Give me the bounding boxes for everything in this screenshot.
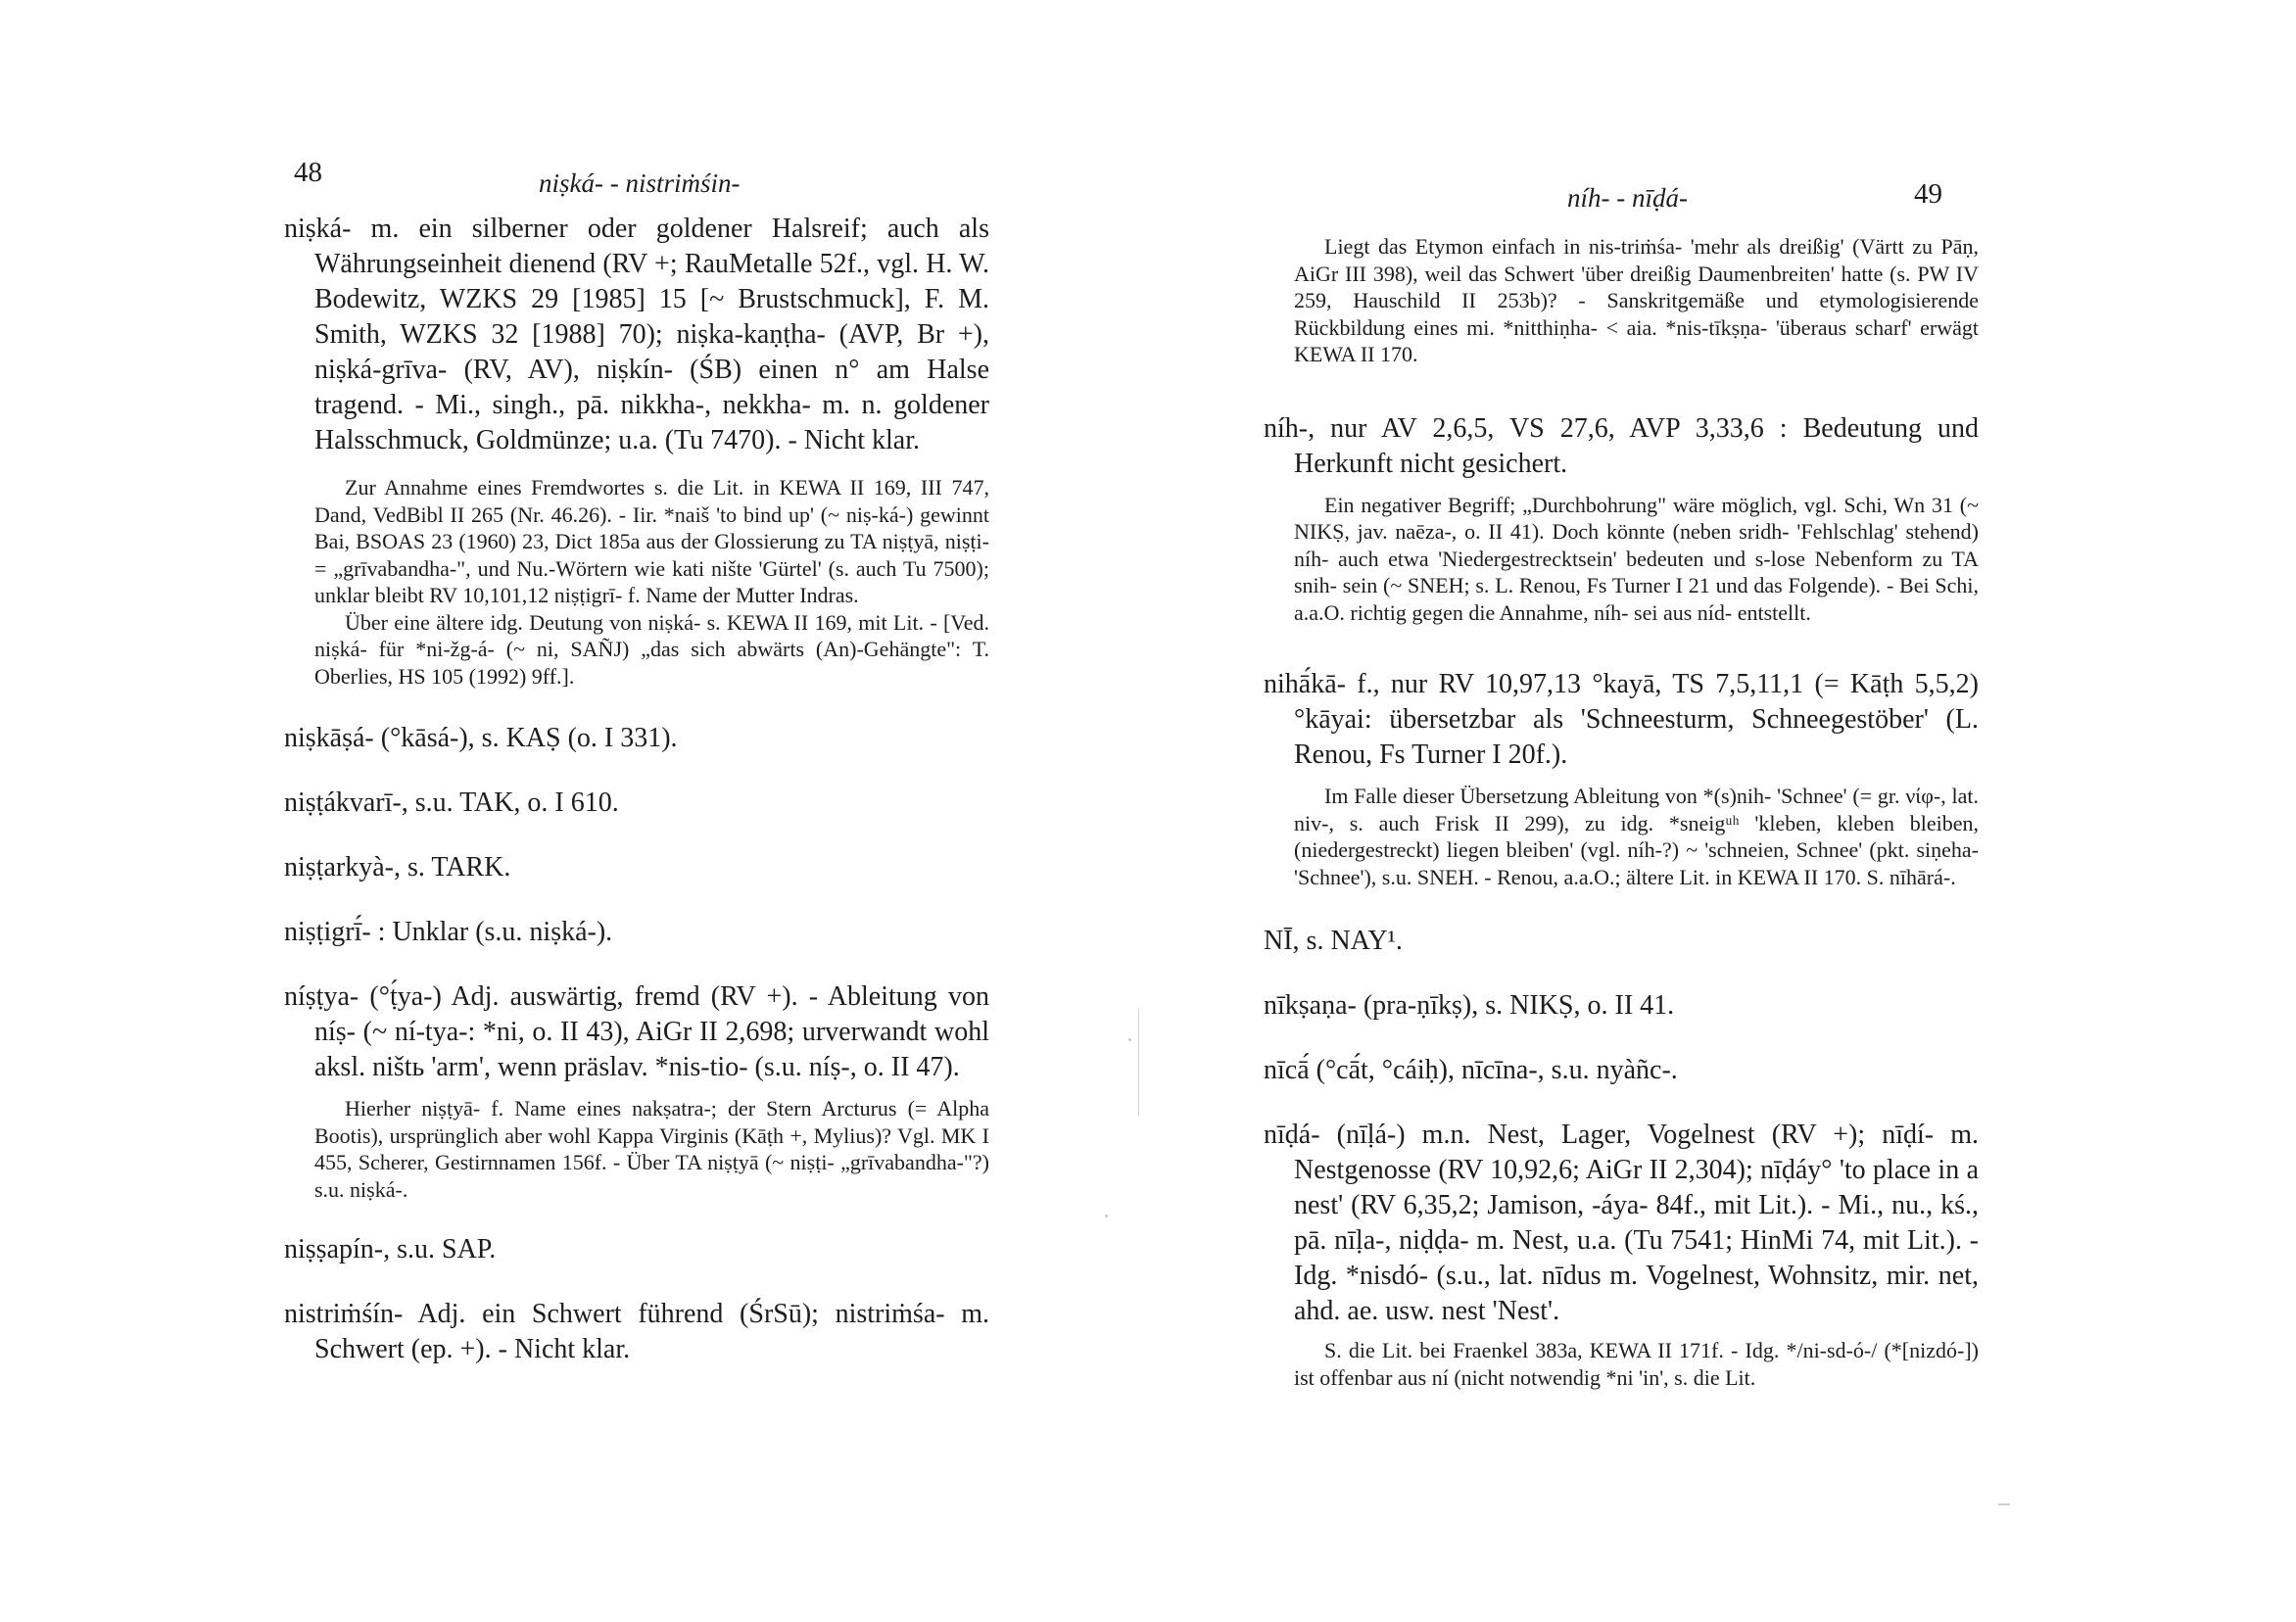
right-page bbox=[1136, 0, 2296, 1622]
note-idg-deutung: Über eine ältere idg. Deutung von niṣká- s. KEWA II 169, mit Lit. - [Ved. niṣká- für *ni-žg-á- (~ ni, SAÑJ) „das sich abwärts (An)-Gehängte": T. Oberlies, HS 105 (1992) 9ff.]. bbox=[314, 609, 989, 689]
entry-nistrimsin: nistriṁśín- Adj. ein Schwert führend (ŚrSū); nistriṁśa- m. Schwert (ep. +). - Nicht klar. bbox=[284, 1299, 989, 1364]
note-nih: Ein negativer Begriff; „Durchbohrung" wäre möglich, vgl. Schi, Wn 31 (~ NIKṢ, jav. naēza-, o. II 41). Doch könnte (neben sridh- 'Fehlschlag' stehend) níh- auch etwa 'Niedergestrecktsein' bedeuten und s-lose Nebenform zu TA snih- sein (~ SNEH; s. L. Renou, Fs Turner I 21 und das Folgende). - Bei Schi, a.a.O. richtig gegen die Annahme, níh- sei aus níd- entstellt. bbox=[1294, 492, 1979, 625]
scan-speck bbox=[1105, 1215, 1108, 1217]
entry-nistarkya: niṣṭarkyà-, s. TARK. bbox=[284, 852, 511, 883]
entry-nida: nīḍá- (nīḷá-) m.n. Nest, Lager, Vogelnest (RV +); nīḍí- m. Nestgenosse (RV 10,92,6; AiGr II 2,304); nīḍáy° 'to place in a nest' (RV 6,35,2; Jamison, -áya- 84f., mit Lit.). - Mi., nu., kś., pā. nīḷa-, niḍḍa- m. Nest, u.a. (Tu 7541; HinMi 74, mit Lit.). - Idg. *nisdó- (s.u., lat. nīdus m. Vogelnest, Wohnsitz, mir. net, ahd. ae. usw. nest 'Nest'. bbox=[1264, 1120, 1979, 1326]
entry-nistya: níṣṭya- (°ṭ́ya-) Adj. auswärtig, fremd (RV +). - Ableitung von níṣ- (~ ní-tya-: *ni, o. II 43), AiGr II 2,698; urverwandt wohl aksl. ništь 'arm', wenn präslav. *nis-tio- (s.u. níṣ-, o. II 47). bbox=[284, 981, 989, 1082]
running-head: níh- - nīḍá- bbox=[1567, 183, 1688, 213]
entry-nistigri: niṣṭigrī́- : Unklar (s.u. niṣká-). bbox=[284, 917, 613, 947]
right-column bbox=[1264, 233, 1979, 1391]
note-nihaka: Im Falle dieser Übersetzung Ableitung von *(s)nih- 'Schnee' (= gr. νίφ-, lat. niv-, s. auch Frisk II 299), zu idg. *sneigᵘʰ 'kleben, kleben bleiben, (niedergestreckt) liegen bleiben' (vgl. níh-?) ~ 'schneien, Schnee' (pkt. siṇeha- 'Schnee'), s.u. SNEH. - Renou, a.a.O.; ältere Lit. in KEWA II 170. S. nīhārá-. bbox=[1294, 784, 1979, 889]
running-head: niṣká- - nistriṁśin- bbox=[539, 168, 741, 198]
page-number: 49 bbox=[1914, 178, 1942, 210]
page-number: 48 bbox=[294, 157, 322, 188]
entry-ni: NĪ, s. NAY¹. bbox=[1264, 926, 1403, 956]
note-fremdwort: Zur Annahme eines Fremdwortes s. die Lit. in KEWA II 169, III 747, Dand, VedBibl II 265 (Nr. 46.26). - Iir. *naiš 'to bind up' (~ niṣ-ká-) gewinnt Bai, BSOAS 23 (1960) 23, Dict 185a aus der Glossierung zu TA niṣṭyā, niṣṭi- = „grīvabandha-", und Nu.-Wörtern wie kati nište 'Gürtel' (s. auch Tu 7500); unklar bleibt RV 10,101,12 niṣṭigrī- f. Name der Mutter Indras. bbox=[314, 475, 989, 607]
scan-speck bbox=[1128, 1038, 1131, 1041]
entry-niskasa: niṣkāṣá- (°kāsá-), s. KAṢ (o. I 331). bbox=[284, 723, 678, 753]
entry-nih: níh-, nur AV 2,6,5, VS 27,6, AVP 3,33,6 : Bedeutung und Herkunft nicht gesichert. bbox=[1264, 412, 1979, 479]
entry-nissapin: niṣṣapín-, s.u. SAP. bbox=[284, 1234, 497, 1264]
entry-nihaka: nihā́kā- f., nur RV 10,97,13 °kayā, TS 7,5,11,1 (= Kāṭh 5,5,2) °kāyai: übersetzbar als 'Schneesturm, Schneegestöber' (L. Renou, Fs Turner I 20f.). bbox=[1264, 669, 1979, 770]
note-nida: S. die Lit. bei Fraenkel 383a, KEWA II 171f. - Idg. */ni-sd-ó-/ (*[nizdó-]) ist offenbar aus ní (nicht notwendig *ni 'in', s. die Lit. bbox=[1294, 1338, 1979, 1390]
entry-niksana: nīkṣaṇa- (pra-ṇīkṣ), s. NIKṢ, o. II 41. bbox=[1264, 990, 1675, 1021]
left-column bbox=[284, 212, 989, 1367]
entry-nica: nīcā́ (°cā́t, °cáiḥ), nīcīna-, s.u. nyàñc-. bbox=[1264, 1055, 1678, 1085]
entry-niska: niṣká- m. ein silberner oder goldener Halsreif; auch als Währungseinheit dienend (RV +; RauMetalle 52f., vgl. H. W. Bodewitz, WZKS 29 [1985] 15 [~ Brustschmuck], F. M. Smith, WZKS 32 [1988] 70); niṣka-kaṇṭha- (AVP, Br +), niṣká-grīva- (RV, AV), niṣkín- (ŚB) einen n° am Halse tragend. - Mi., singh., pā. nikkha-, nekkha- m. n. goldener Halsschmuck, Goldmünze; u.a. (Tu 7470). - Nicht klar. bbox=[284, 214, 989, 455]
entry-nistakvari: niṣṭákvarī-, s.u. TAK, o. I 610. bbox=[284, 787, 619, 818]
note-nistya: Hierher niṣṭyā- f. Name eines nakṣatra-; der Stern Arcturus (= Alpha Bootis), ursprünglich aber wohl Kappa Virginis (Kāṭh +, Mylius)? Vgl. MK I 455, Scherer, Gestirnnamen 156f. - Über TA niṣṭyā (~ niṣṭi- „grīvabandha-"?) s.u. niṣká-. bbox=[314, 1096, 989, 1202]
note-nistrimsa: Liegt das Etymon einfach in nis-triṁśa- 'mehr als dreißig' (Värtt zu Pāṇ, AiGr III 398), weil das Schwert 'über dreißig Daumenbreiten' hatte (s. PW IV 259, Hauschild II 253b)? - Sanskritgemäße und etymologisierende Rückbildung eines mi. *nitthiṇha- < aia. *nis-tīkṣṇa- 'überaus scharf' erwägt KEWA II 170. bbox=[1294, 234, 1979, 366]
left-page bbox=[0, 0, 1136, 1622]
